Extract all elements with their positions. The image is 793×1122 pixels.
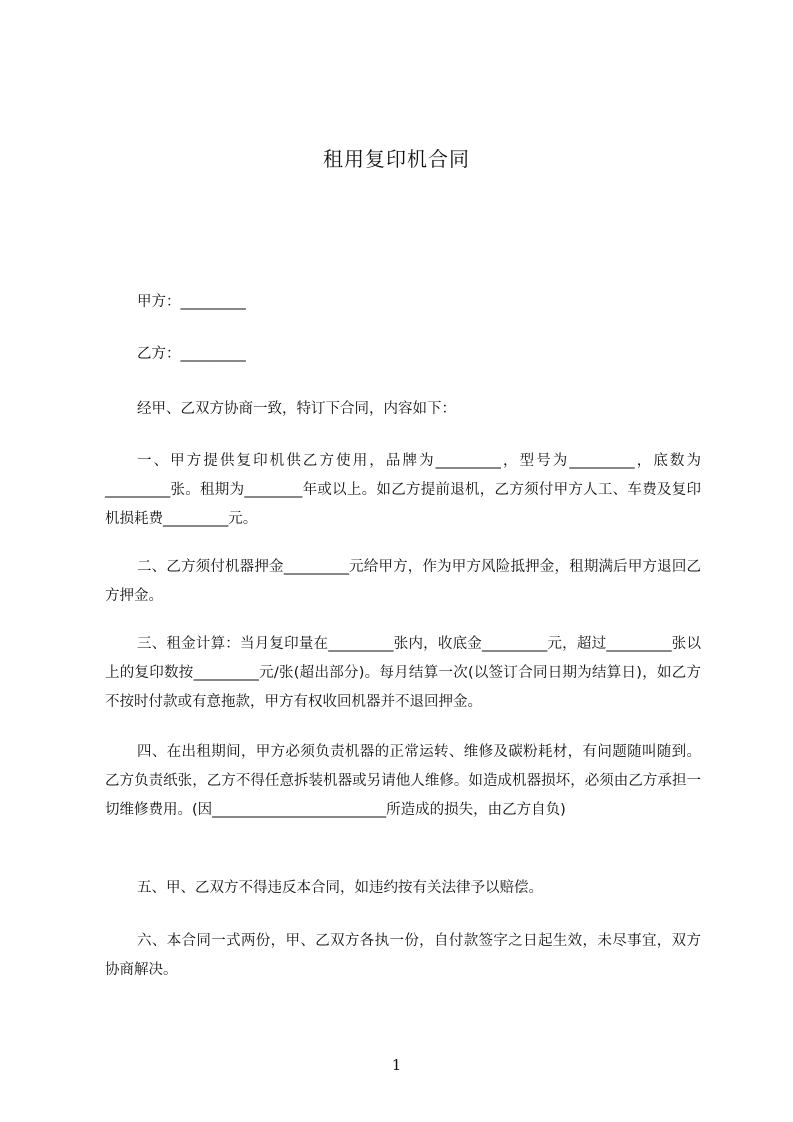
clause-4: 四、在出租期间，甲方必须负责机器的正常运转、维修及碳粉耗材，有问题随叫随到。乙方负责纸张，乙方不得任意拆装机器或另请他人维修。如造成机器损坏，必须由乙方承担一切维修费用。(因________________________所造成的损失，由乙方自负) [105, 744, 701, 818]
party-b-line: 乙方：_________ [137, 346, 246, 362]
party-a-line: 甲方：_________ [137, 294, 246, 310]
clause-1: 一、甲方提供复印机供乙方使用，品牌为_________，型号为_________，底数为_________张。租期为________年或以上。如乙方提前退机，乙方须付甲方人工、车费及复印机损耗费_________元。 [105, 453, 701, 527]
intro-paragraph: 经甲、乙双方协商一致，特订下合同，内容如下： [137, 401, 456, 417]
page-number: 1 [391, 1056, 402, 1074]
clause-5: 五、甲、乙双方不得违反本合同，如违约按有关法律予以赔偿。 [137, 880, 543, 896]
document-title: 租用复印机合同 [323, 147, 470, 171]
clause-6: 六、本合同一式两份，甲、乙双方各执一份，自付款签字之日起生效，未尽事宜，双方协商解决。 [105, 933, 701, 978]
clause-3: 三、租金计算：当月复印量在_________张内，收底金_________元，超过_________张以上的复印数按_________元/张(超出部分)。每月结算一次(以签订合同日期为结算日)，如乙方不按时付款或有意拖款，甲方有权收回机器并不退回押金。 [105, 636, 701, 710]
clause-2: 二、乙方须付机器押金_________元给甲方，作为甲方风险抵押金，租期满后甲方退回乙方押金。 [105, 559, 701, 604]
